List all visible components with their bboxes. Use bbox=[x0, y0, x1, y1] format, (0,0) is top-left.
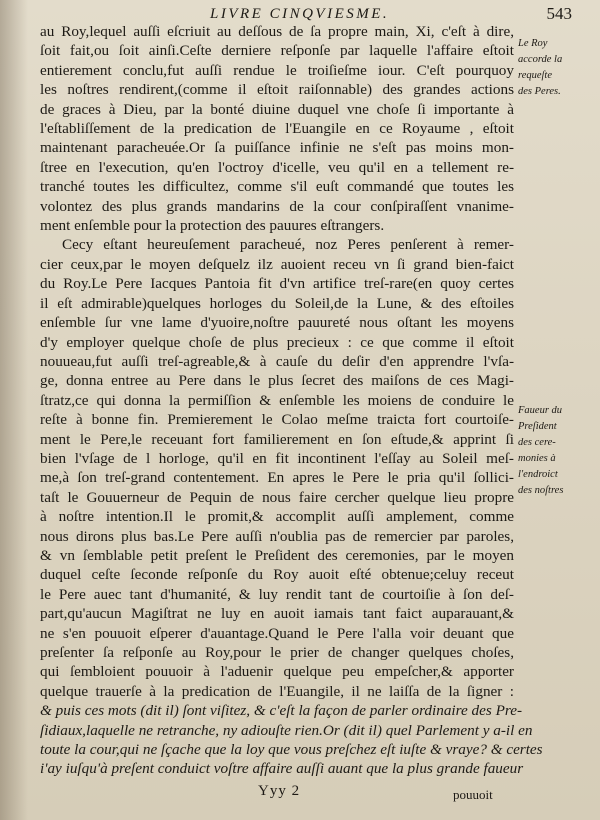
text-line: à noſtre intention.Il le promit,& accomplit auſſi amplement, comme bbox=[40, 508, 514, 526]
text-line: entierement conclu,fut auſſi rendue le troiſieſme iour. C'eſt pourquoy bbox=[40, 61, 514, 79]
text-line: & vn ſemblable petit preſent le Preſident des ceremonies, par le moyen bbox=[40, 546, 514, 564]
text-line: ment enſemble pour la protection des pauures eſtrangers. bbox=[40, 217, 385, 235]
text-line: ſoit fait,ou ſoit ainſi.Ceſte derniere reſponſe par laquelle l'affaire eſtoit bbox=[40, 42, 514, 60]
page-number: 543 bbox=[546, 4, 572, 23]
marginal-note-line: des noſtres bbox=[518, 485, 564, 496]
marginal-note-line: des Peres. bbox=[518, 86, 561, 97]
text-line: cier ceux,par le moyen deſquelz ilz auoient receu vn ſi grand bien-faict bbox=[40, 255, 514, 273]
marginal-note-line: Faueur du bbox=[518, 405, 563, 416]
text-line: maintenant paracheuée.Or ſa puiſſance infinie ne s'eſt pas moins mon- bbox=[40, 139, 514, 157]
text-line: taſt le Gouuerneur de Pequin de nous faire cercher quelque lieu propre bbox=[40, 488, 514, 506]
text-line: au Roy,lequel auſſi eſcriuit au deſſous de ſa propre main, Xi, c'eſt à dire, bbox=[40, 23, 514, 40]
text-line: ſidiaux,laquelle ne retranche, ny adiouſte rien.Or (dit il) quel Parlement y a-il en bbox=[40, 721, 533, 739]
text-line: reſte à bonne fin. Premierement le Colao meſme traicta fort courtoiſe- bbox=[40, 411, 514, 429]
text-line: duquel ceſte ſeconde reſponſe du Roy auoit eſté obtenue;celuy receut bbox=[40, 566, 514, 584]
marginal-note-line: l'endroict bbox=[518, 469, 558, 480]
text-line: il eſt admirable)quelques horloges du Soleil,de la Lune, & des eſtoiles bbox=[40, 294, 514, 312]
text-line: le Pere auec tant d'humanité, & luy rendit tant de courtoiſie à ſon deſ- bbox=[40, 585, 514, 603]
text-line: quelque trauerſe à la predication de l'Euangile, il ne laiſſa de la ſigner : bbox=[40, 682, 514, 700]
marginal-note-line: accorde la bbox=[518, 54, 563, 65]
marginal-note-line: monies à bbox=[518, 453, 556, 464]
text-line: ment le Pere,le receuant fort familierement en ſon eſtude,& apprint ſi bbox=[40, 430, 514, 448]
text-line: de graces à Dieu, par la bonté diuine duquel vne choſe ſi importante à bbox=[40, 100, 514, 118]
text-line: & puis ces mots (dit il) ſont viſitez, & c'eſt la façon de parler ordinaire des Pre- bbox=[40, 702, 523, 720]
text-line: ſtree en l'execution, qu'en l'octroy d'icelle, veu qu'il en a tellement re- bbox=[40, 158, 514, 176]
text-line: toute la cour,qui ne ſçache que la loy que vous preſchez eſt iuſte & vraye? & certes bbox=[40, 741, 543, 759]
text-line: du Roy.Le Pere Iacques Pantoia fit d'vn artifice treſ-rare(en quoy certes bbox=[40, 275, 514, 293]
page-footer bbox=[0, 783, 600, 807]
text-line: nouueau,fut auſſi treſ-agreable,& à cauſe du deſir d'en apprendre l'vſa- bbox=[40, 352, 514, 370]
binding-shadow bbox=[0, 0, 28, 820]
text-line: les noſtres rendirent,(comme il eſtoit raiſonnable) des grandes actions bbox=[40, 81, 514, 99]
text-line: preſenter ſa reſponſe au Roy,pour le prier de changer quelques choſes, bbox=[40, 644, 514, 661]
text-line: i'ay iuſqu'à preſent conduict voſtre affaire auſſi auant que la plus grande faueur bbox=[40, 760, 524, 778]
text-line: ſtratz,ce qui donna la permiſſion & enſemble les moiens de conduire le bbox=[40, 391, 514, 409]
marginal-note-line: Preſident bbox=[518, 421, 557, 432]
text-line: volontez des plus grands mandarins de la cour conſpiraſſent vnanime- bbox=[40, 197, 514, 215]
text-line: nous dirons plus bas.Le Pere auſſi n'oublia pas de remercier par paroles, bbox=[40, 527, 514, 545]
marginal-note-line: Le Roy bbox=[518, 38, 548, 49]
text-line: enſemble ſur vne lame d'yuoire,noſtre pauureté nous oſtant les moyens bbox=[40, 314, 514, 332]
text-line: Cecy eſtant heureuſement paracheué, noz Peres penſerent à remer- bbox=[62, 236, 514, 254]
text-line: d'y employer quelque choſe de plus precieux : ce que comme il eſtoit bbox=[40, 333, 514, 351]
text-line: ne s'en pouuoit eſperer d'auantage.Quand le Pere l'alla voir deuant que bbox=[40, 624, 514, 642]
marginal-note-line: requeſte bbox=[518, 70, 553, 81]
catchword: pouuoit bbox=[453, 787, 493, 802]
running-title: LIVRE CINQVIESME. bbox=[210, 6, 390, 22]
text-line: ge, donna entree au Pere dans le plus ſecret des maiſons de ces Magi- bbox=[40, 372, 514, 390]
marginal-note-line: des cere- bbox=[518, 437, 556, 448]
text-line: bien l'vſage de l horloge, qu'il en fit incontinent l'eſſay au Soleil meſ- bbox=[40, 449, 514, 467]
text-line: qui ſembloient pouuoir à l'aduenir quelque peu empeſcher,& apporter bbox=[40, 663, 514, 681]
text-line: me,à ſon treſ-grand contentement. En apres le Pere le pria qu'il ſollici- bbox=[40, 469, 514, 487]
text-line: l'eſtabliſſement de la predication de l'Euangile en ce Royaume , eſtoit bbox=[40, 120, 514, 138]
text-line: part,qu'aucun Magiſtrat ne luy en auoit iamais tant faict auparauant,& bbox=[40, 605, 514, 623]
marginal-note-favour-of-president bbox=[518, 403, 596, 499]
signature-mark: Yyy 2 bbox=[258, 783, 301, 799]
text-line: tranché toutes les difficultez, comme s'il euſt commandé que toutes les bbox=[40, 178, 514, 196]
marginal-note-king-grants-request bbox=[518, 36, 596, 100]
